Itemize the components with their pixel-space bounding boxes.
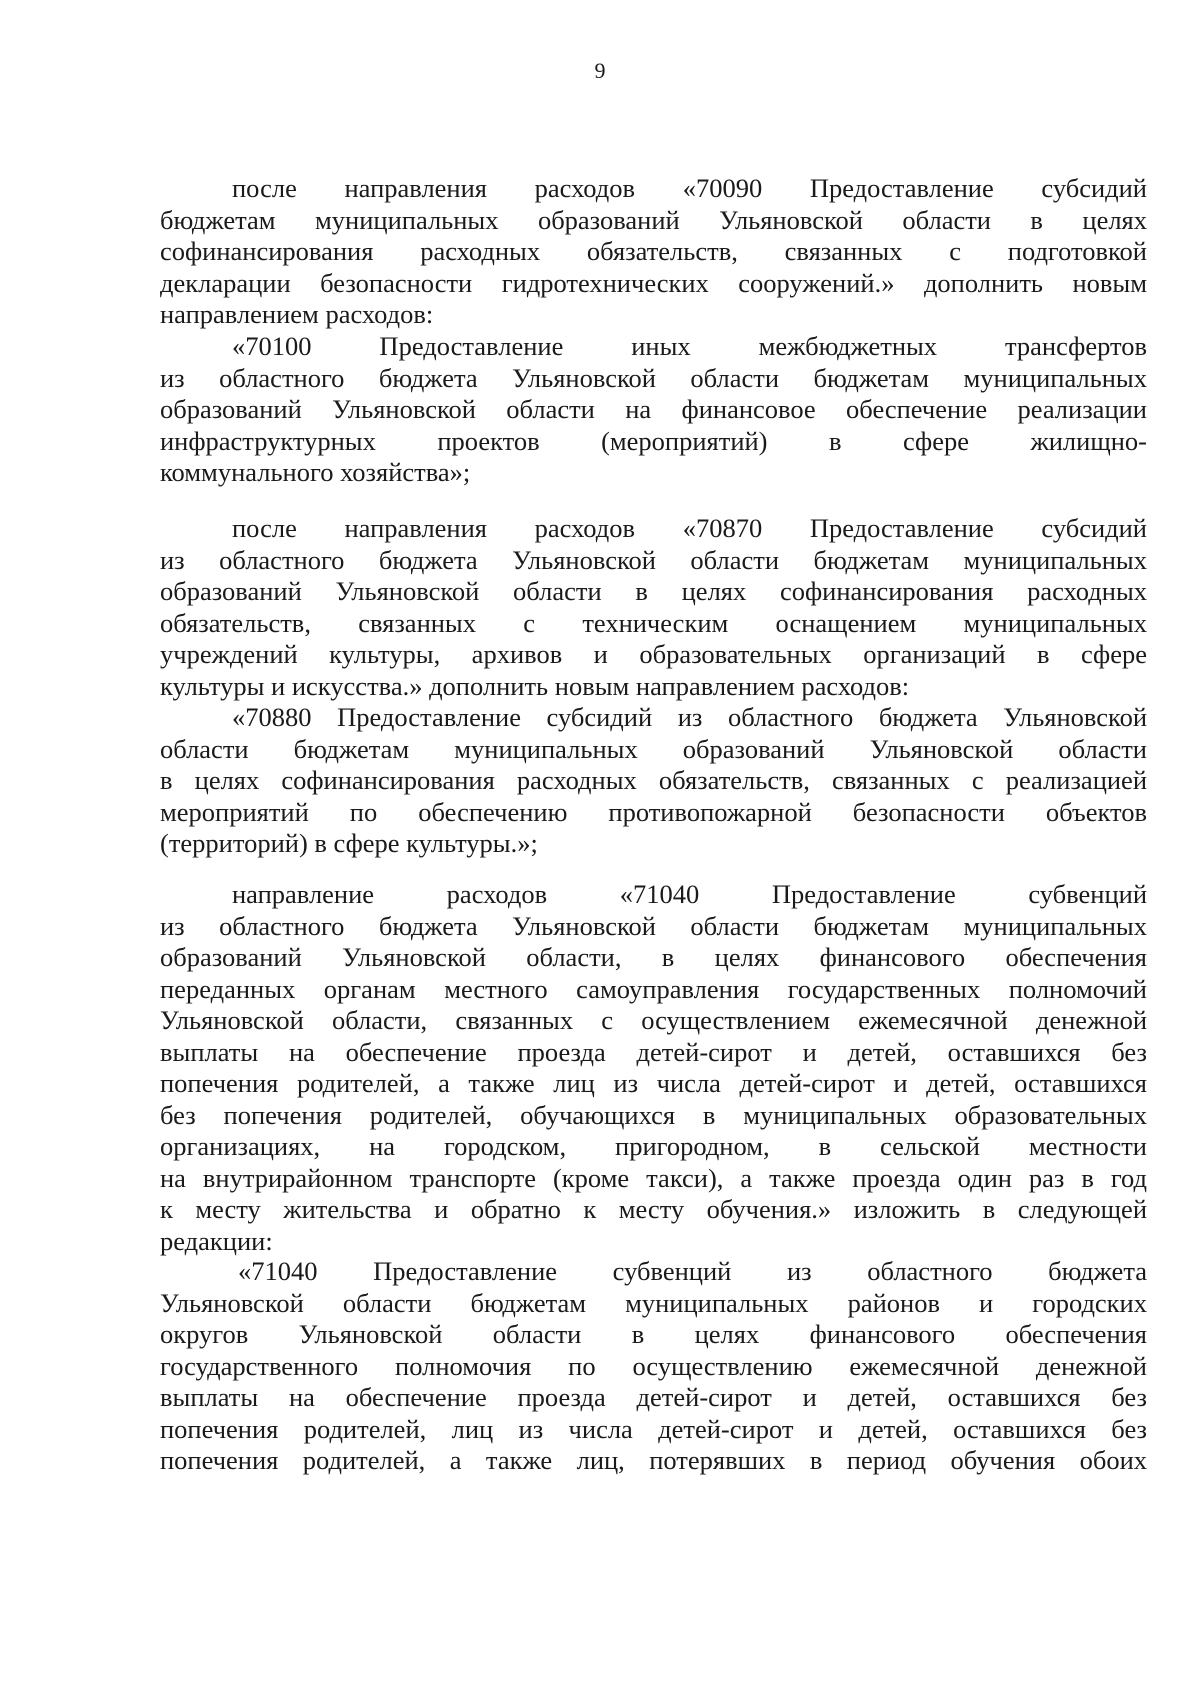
text-line: организациях, на городском, пригородном, в сельской местности xyxy=(160,1131,1147,1161)
text-line: попечения родителей, лиц из числа детей-сирот и детей, оставшихся без xyxy=(160,1413,1147,1444)
text-line: из областного бюджета Ульяновской области бюджетам муниципальных xyxy=(160,910,1147,941)
text-line: направлением расходов: xyxy=(160,299,434,329)
text-line: без попечения родителей, обучающихся в муниципальных образовательных xyxy=(160,1099,1147,1130)
text-line: декларации безопасности гидротехнических сооружений.» дополнить новым xyxy=(160,267,1147,298)
text-line: из областного бюджета Ульяновской области бюджетам муниципальных xyxy=(160,544,1147,575)
paragraph-after-70870 xyxy=(160,513,1147,702)
text-line: бюджетам муниципальных образований Ульяновской области в целях xyxy=(160,204,1147,235)
paragraph-71040-new xyxy=(160,1256,1147,1477)
paragraph-70100 xyxy=(160,331,1147,489)
text-line: «70100 Предоставление иных межбюджетных трансфертов xyxy=(232,331,1147,361)
text-line: Ульяновской области бюджетам муниципальных районов и городских xyxy=(160,1287,1147,1318)
text-line: государственного полномочия по осуществлению ежемесячной денежной xyxy=(160,1350,1147,1381)
text-line: учреждений культуры, архивов и образовательных организаций в сфере xyxy=(160,639,1147,669)
text-line: попечения родителей, а также лиц из числа детей-сирот и детей, оставшихся xyxy=(160,1068,1147,1098)
text-line: образований Ульяновской области на финансовое обеспечение реализации xyxy=(160,394,1147,424)
paragraph-70880 xyxy=(160,702,1147,860)
text-line: переданных органам местного самоуправления государственных полномочий xyxy=(160,973,1147,1004)
paragraph-after-70090 xyxy=(160,173,1147,331)
text-line: после направления расходов «70090 Предоставление субсидий xyxy=(232,173,1147,203)
text-line: обязательств, связанных с техническим оснащением муниципальных xyxy=(160,607,1147,638)
text-line: софинансирования расходных обязательств, связанных с подготовкой xyxy=(160,236,1147,266)
text-line: из областного бюджета Ульяновской области бюджетам муниципальных xyxy=(160,362,1147,393)
text-line: на внутрирайонном транспорте (кроме такси), а также проезда один раз в год xyxy=(160,1162,1147,1193)
text-line: образований Ульяновской области, в целях финансового обеспечения xyxy=(160,942,1147,972)
text-line: инфраструктурных проектов (мероприятий) в сфере жилищно- xyxy=(160,425,1147,456)
text-line: выплаты на обеспечение проезда детей-сирот и детей, оставшихся без xyxy=(160,1036,1147,1067)
text-line: редакции: xyxy=(160,1225,273,1256)
text-line: «70880 Предоставление субсидий из областного бюджета Ульяновской xyxy=(232,702,1147,732)
text-line: «71040 Предоставление субвенций из областного бюджета xyxy=(238,1256,1147,1286)
text-line: мероприятий по обеспечению противопожарной безопасности объектов xyxy=(160,796,1147,827)
text-line: культуры и искусства.» дополнить новым направлением расходов: xyxy=(160,670,910,701)
text-line: к месту жительства и обратно к месту обучения.» изложить в следующей xyxy=(160,1194,1147,1224)
text-line: в целях софинансирования расходных обязательств, связанных с реализацией xyxy=(160,765,1147,795)
page-number: 9 xyxy=(594,58,606,83)
text-line: округов Ульяновской области в целях финансового обеспечения xyxy=(160,1319,1147,1349)
text-line: после направления расходов «70870 Предоставление субсидий xyxy=(232,513,1147,543)
text-line: (территорий) в сфере культуры.»; xyxy=(160,828,538,858)
text-line: коммунального хозяйства»; xyxy=(160,457,471,487)
text-line: попечения родителей, а также лиц, потерявших в период обучения обоих xyxy=(160,1445,1147,1475)
text-line: Ульяновской области, связанных с осуществлением ежемесячной денежной xyxy=(160,1005,1147,1035)
text-line: выплаты на обеспечение проезда детей-сирот и детей, оставшихся без xyxy=(160,1382,1147,1412)
text-line: области бюджетам муниципальных образований Ульяновской области xyxy=(160,733,1147,764)
paragraph-71040-old xyxy=(160,879,1147,1257)
text-line: направление расходов «71040 Предоставление субвенций xyxy=(232,879,1147,909)
text-line: образований Ульяновской области в целях софинансирования расходных xyxy=(160,576,1147,606)
